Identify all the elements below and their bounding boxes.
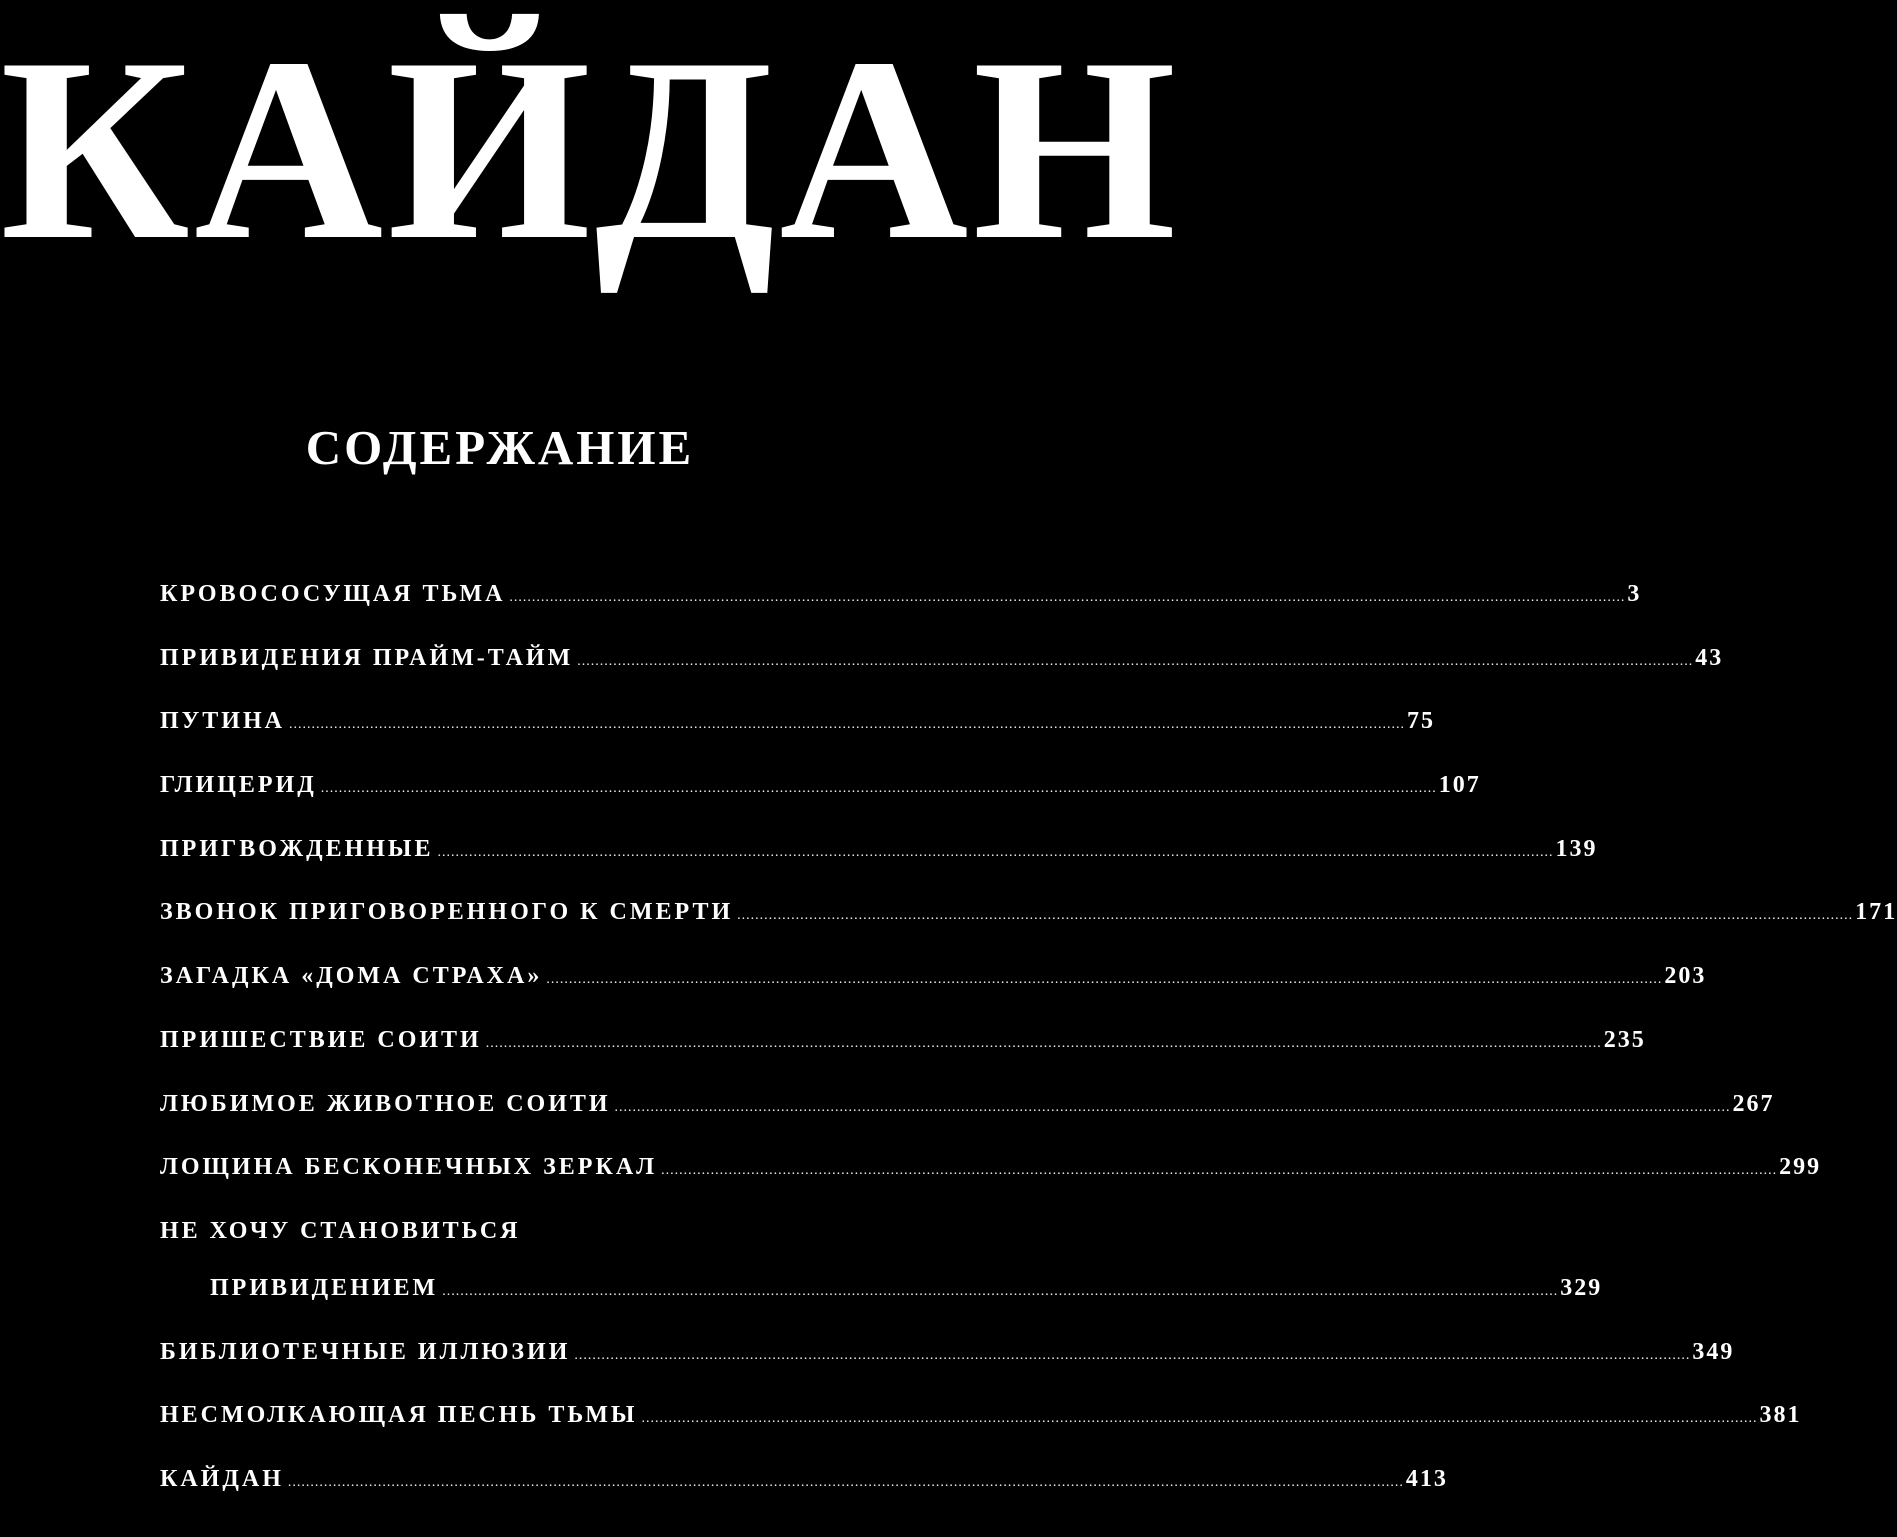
- dot-leader: [321, 757, 1437, 821]
- toc-entry-page: 171: [1855, 899, 1897, 926]
- dot-leader: [641, 1387, 1757, 1451]
- toc-entry-title: ЗВОНОК ПРИГОВОРЕННОГО К СМЕРТИ: [160, 899, 734, 926]
- toc-entry-title: ЛОЩИНА БЕСКОНЕЧНЫХ ЗЕРКАЛ: [160, 1154, 658, 1181]
- toc-entry: [160, 754, 1481, 818]
- toc-entry: [160, 945, 1707, 1009]
- toc-entry: [160, 627, 1724, 691]
- dot-leader: [442, 1260, 1558, 1324]
- toc-entry-title: НЕСМОЛКАЮЩАЯ ПЕСНЬ ТЬМЫ: [160, 1402, 638, 1429]
- toc-entry-title: ГЛИЦЕРИД: [160, 772, 317, 799]
- table-of-contents: [160, 563, 1897, 1512]
- toc-entry: [160, 1009, 1646, 1073]
- dot-leader: [486, 1012, 1602, 1076]
- toc-entry: [160, 1384, 1802, 1448]
- toc-entry-page: 43: [1695, 644, 1724, 671]
- dot-leader: [438, 821, 1554, 885]
- toc-entry: [160, 881, 1897, 945]
- toc-entry-page: 107: [1438, 772, 1481, 799]
- toc-entry-title: ПРИВИДЕНИЯ ПРАЙМ-ТАЙМ: [160, 644, 574, 671]
- toc-entry-page: 299: [1779, 1154, 1822, 1181]
- toc-entry: [160, 1136, 1822, 1200]
- toc-entry-page: 3: [1627, 581, 1642, 607]
- toc-entry-page: 75: [1406, 708, 1435, 735]
- toc-entry-page: 349: [1692, 1338, 1735, 1365]
- toc-entry-page: 139: [1555, 835, 1598, 862]
- toc-entry: [160, 1448, 1448, 1512]
- dot-leader: [661, 1139, 1777, 1203]
- toc-entry-title: БИБЛИОТЕЧНЫЕ ИЛЛЮЗИИ: [160, 1338, 571, 1365]
- toc-entry-page: 267: [1732, 1090, 1775, 1117]
- toc-entry-page: 329: [1560, 1274, 1603, 1301]
- dot-leader: [289, 693, 1405, 757]
- toc-entry-title: ПУТИНА: [160, 708, 285, 735]
- dot-leader: [509, 566, 1625, 630]
- toc-entry-title: ПРИГВОЖДЕННЫЕ: [160, 835, 434, 862]
- toc-entry-title: ПРИШЕСТВИЕ СОИТИ: [160, 1026, 482, 1053]
- toc-entry-page: 413: [1405, 1465, 1448, 1492]
- toc-entry: [160, 690, 1435, 754]
- dot-leader: [288, 1451, 1404, 1515]
- dot-leader: [574, 1324, 1690, 1388]
- toc-entry: [160, 1073, 1775, 1137]
- toc-entry: [160, 1257, 1603, 1321]
- book-title: КАЙДАН: [0, 4, 1181, 294]
- toc-heading: СОДЕРЖАНИЕ: [305, 420, 695, 475]
- toc-entry: [160, 1321, 1735, 1385]
- toc-entry-title: ЗАГАДКА «ДОМА СТРАХА»: [160, 963, 543, 990]
- toc-entry-title: НЕ ХОЧУ СТАНОВИТЬСЯ: [160, 1217, 521, 1244]
- toc-entry-wrapped-line: [160, 1200, 845, 1257]
- toc-entry: [160, 818, 1598, 882]
- toc-entry-title: КРОВОСОСУЩАЯ ТЬМА: [160, 581, 506, 607]
- toc-entry-page: 235: [1603, 1026, 1646, 1053]
- dot-leader: [577, 630, 1693, 694]
- dot-leader: [615, 1076, 1731, 1140]
- toc-entry-title: ЛЮБИМОЕ ЖИВОТНОЕ СОИТИ: [160, 1090, 611, 1117]
- dot-leader: [546, 948, 1662, 1012]
- dot-leader: [737, 884, 1853, 948]
- toc-entry-title-continued: ПРИВИДЕНИЕМ: [210, 1274, 439, 1301]
- toc-entry-page: 381: [1759, 1402, 1802, 1429]
- toc-entry-page: 203: [1664, 963, 1707, 990]
- toc-entry: [160, 563, 1642, 627]
- toc-entry-title: КАЙДАН: [160, 1465, 284, 1492]
